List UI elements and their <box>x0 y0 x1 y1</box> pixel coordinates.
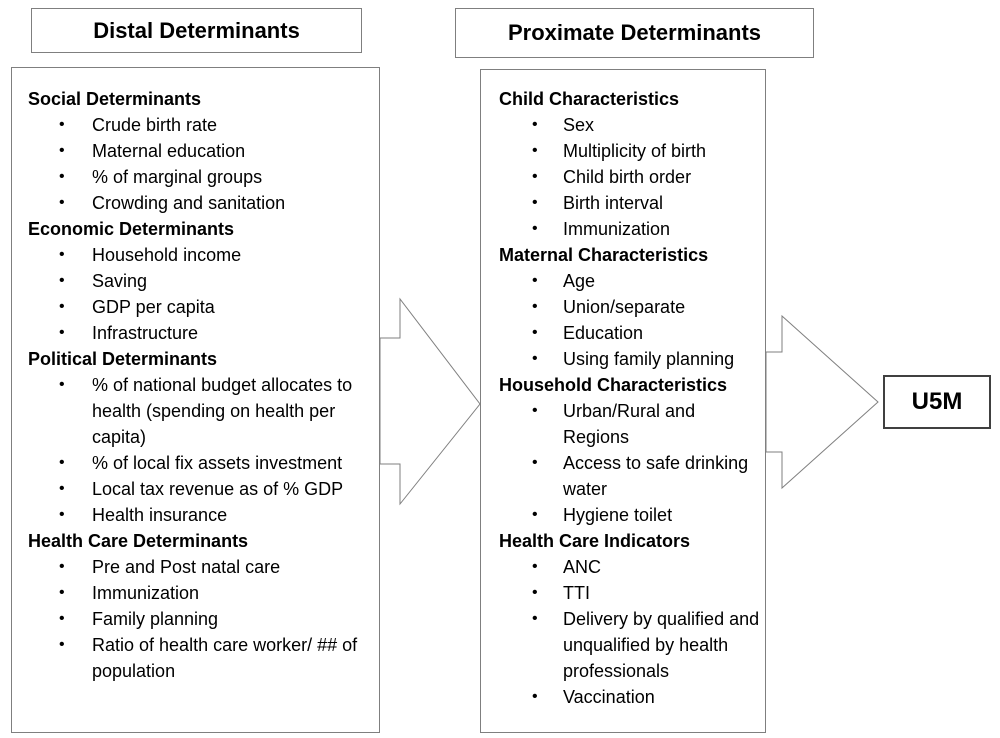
section-title-social-determinants: Social Determinants <box>28 89 202 109</box>
list-item-label: Maternal education <box>92 141 246 161</box>
list-item <box>499 684 764 710</box>
section-items-health-care-determinants <box>28 554 373 684</box>
list-item <box>28 190 373 216</box>
list-item <box>28 554 373 580</box>
list-item <box>28 502 373 528</box>
list-item-label: Hygiene toilet <box>563 505 673 525</box>
bullet-icon: • <box>59 610 65 627</box>
list-item <box>28 164 373 190</box>
section-items-political-determinants <box>28 372 373 528</box>
list-item <box>28 320 373 346</box>
list-item-label: Health insurance <box>92 505 228 525</box>
list-item <box>499 164 764 190</box>
list-item <box>28 606 373 632</box>
list-item-label: GDP per capita <box>92 297 215 317</box>
bullet-icon: • <box>532 298 538 315</box>
list-item-label: Ratio of health care worker/ ## of population <box>92 635 358 681</box>
bullet-icon: • <box>59 246 65 263</box>
bullet-icon: • <box>59 298 65 315</box>
list-item-label: TTI <box>563 583 590 603</box>
list-item <box>28 112 373 138</box>
bullet-icon: • <box>532 324 538 341</box>
list-item-label: Crowding and sanitation <box>92 193 286 213</box>
bullet-icon: • <box>532 194 538 211</box>
list-item-label: Child birth order <box>563 167 692 187</box>
list-item <box>28 450 373 476</box>
bullet-icon: • <box>532 116 538 133</box>
list-item-label: Sex <box>563 115 595 135</box>
list-item-label: % of marginal groups <box>92 167 263 187</box>
list-item-label: Using family planning <box>563 349 735 369</box>
distal-to-proximate-arrow <box>380 299 480 504</box>
bullet-icon: • <box>59 168 65 185</box>
proximate-header-label: Proximate Determinants <box>507 20 762 45</box>
outcome-label: U5M <box>911 388 963 415</box>
section-title-health-care-indicators: Health Care Indicators <box>499 531 691 551</box>
bullet-icon: • <box>59 142 65 159</box>
bullet-icon: • <box>59 636 65 653</box>
bullet-icon: • <box>59 272 65 289</box>
proximate-determinants-list <box>499 86 764 710</box>
bullet-icon: • <box>532 220 538 237</box>
list-item-label: Multiplicity of birth <box>563 141 707 161</box>
list-item-label: Immunization <box>92 583 200 603</box>
list-item-label: Access to safe drinking water <box>563 453 749 499</box>
list-item <box>499 216 764 242</box>
bullet-icon: • <box>59 558 65 575</box>
proximate-to-outcome-arrow <box>766 316 878 488</box>
list-item <box>499 554 764 580</box>
list-item <box>499 398 764 450</box>
distal-header-label: Distal Determinants <box>93 17 300 43</box>
list-item-label: Immunization <box>563 219 671 239</box>
section-title-health-care-determinants: Health Care Determinants <box>28 531 249 551</box>
list-item-label: ANC <box>563 557 602 577</box>
section-items-household-characteristics <box>499 398 764 528</box>
list-item <box>28 268 373 294</box>
list-item-label: % of local fix assets investment <box>92 453 343 473</box>
bullet-icon: • <box>59 584 65 601</box>
list-item-label: Delivery by qualified and unqualified by health professionals <box>563 609 760 681</box>
list-item-label: Urban/Rural and Regions <box>563 401 696 447</box>
section-items-maternal-characteristics <box>499 268 764 372</box>
bullet-icon: • <box>59 376 65 393</box>
bullet-icon: • <box>59 506 65 523</box>
list-item <box>499 294 764 320</box>
list-item <box>499 268 764 294</box>
bullet-icon: • <box>59 324 65 341</box>
list-item <box>499 502 764 528</box>
list-item <box>28 632 373 684</box>
list-item-label: Education <box>563 323 644 343</box>
list-item-label: Union/separate <box>563 297 686 317</box>
list-item-label: Household income <box>92 245 242 265</box>
section-title-political-determinants: Political Determinants <box>28 349 218 369</box>
list-item <box>499 112 764 138</box>
list-item-label: Vaccination <box>563 687 655 707</box>
list-item-label: Pre and Post natal care <box>92 557 281 577</box>
bullet-icon: • <box>532 350 538 367</box>
list-item <box>28 294 373 320</box>
list-item-label: Family planning <box>92 609 219 629</box>
list-item <box>499 450 764 502</box>
list-item-label: Crude birth rate <box>92 115 218 135</box>
distal-determinants-list <box>28 86 373 684</box>
list-item-label: Infrastructure <box>92 323 199 343</box>
list-item-label: Age <box>563 271 596 291</box>
section-items-child-characteristics <box>499 112 764 242</box>
section-items-economic-determinants <box>28 242 373 346</box>
bullet-icon: • <box>59 454 65 471</box>
bullet-icon: • <box>59 116 65 133</box>
list-item <box>28 372 373 450</box>
list-item <box>499 580 764 606</box>
list-item <box>499 606 764 684</box>
bullet-icon: • <box>532 506 538 523</box>
list-item <box>499 346 764 372</box>
section-title-maternal-characteristics: Maternal Characteristics <box>499 245 709 265</box>
list-item <box>499 320 764 346</box>
list-item-label: % of national budget allocates to health (spending on health per capita) <box>92 375 353 447</box>
bullet-icon: • <box>59 480 65 497</box>
section-items-social-determinants <box>28 112 373 216</box>
list-item <box>28 242 373 268</box>
list-item <box>28 138 373 164</box>
list-item-label: Saving <box>92 271 148 291</box>
list-item-label: Birth interval <box>563 193 664 213</box>
bullet-icon: • <box>532 168 538 185</box>
bullet-icon: • <box>532 610 538 627</box>
bullet-icon: • <box>532 558 538 575</box>
u5m-outcome-box <box>883 375 991 429</box>
list-item <box>28 580 373 606</box>
bullet-icon: • <box>59 194 65 211</box>
bullet-icon: • <box>532 688 538 705</box>
list-item <box>28 476 373 502</box>
section-title-child-characteristics: Child Characteristics <box>499 89 680 109</box>
bullet-icon: • <box>532 402 538 419</box>
section-items-health-care-indicators <box>499 554 764 710</box>
list-item-label: Local tax revenue as of % GDP <box>92 479 344 499</box>
section-title-household-characteristics: Household Characteristics <box>499 375 728 395</box>
bullet-icon: • <box>532 142 538 159</box>
section-title-economic-determinants: Economic Determinants <box>28 219 235 239</box>
bullet-icon: • <box>532 584 538 601</box>
bullet-icon: • <box>532 454 538 471</box>
list-item <box>499 190 764 216</box>
list-item <box>499 138 764 164</box>
bullet-icon: • <box>532 272 538 289</box>
